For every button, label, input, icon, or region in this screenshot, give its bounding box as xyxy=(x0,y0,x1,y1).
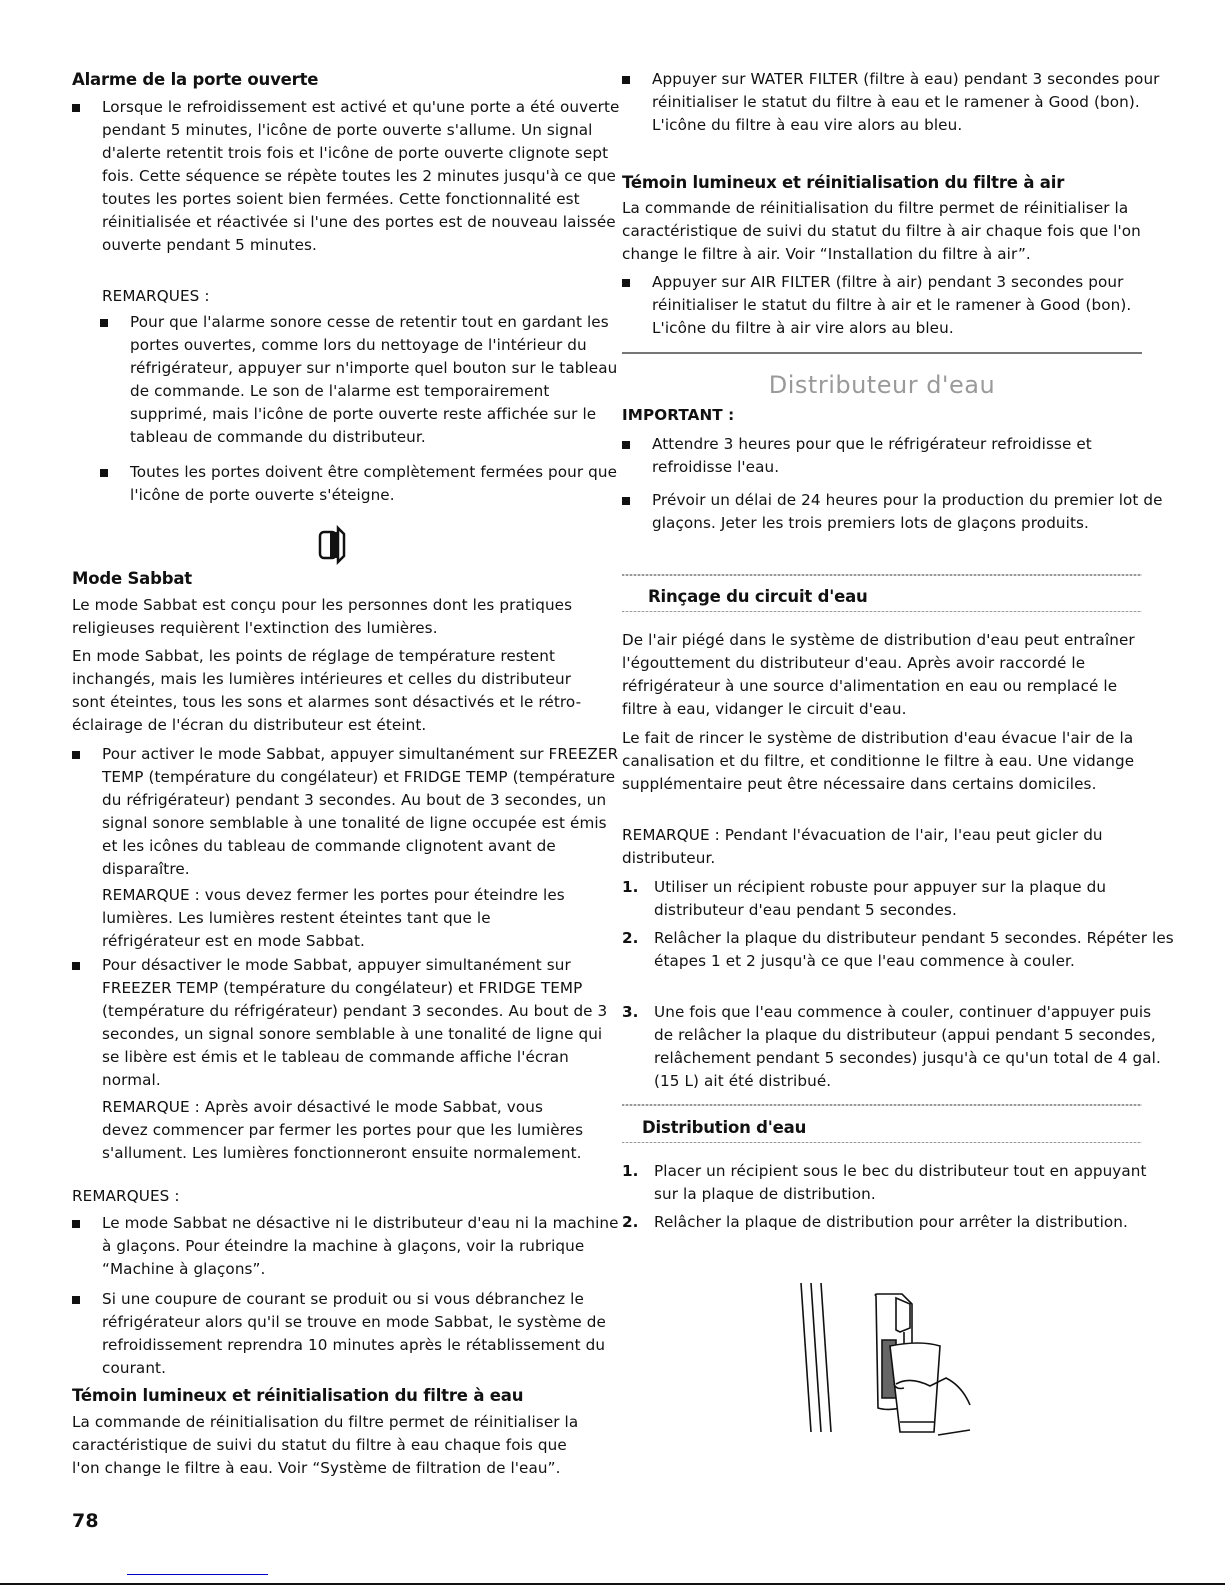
door-alarm-note: Pour que l'alarme sonore cesse de retentir tout en gardant les portes ouvertes, comme lors du nettoyage de l'intérieur du réfrigérateur, appuyer sur n'importe quel bouton sur le tableau de commande. Le son de l'alarme est temporairement supprimé, mais l'icône de porte ouverte reste affichée sur le tableau de commande du distributeur. xyxy=(100,311,622,449)
step-number: 1. xyxy=(622,878,639,896)
sabbath-activate-note: REMARQUE : vous devez fermer les portes pour éteindre les lumières. Les lumières restent éteintes tant que le réfrigérateur est en mode Sabbat. xyxy=(102,886,565,950)
step-number: 1. xyxy=(622,1162,639,1180)
sabbath-intro: Le mode Sabbat est conçu pour les personnes dont les pratiques religieuses requièrent l'extinction des lumières. xyxy=(72,596,573,637)
step-number: 3. xyxy=(622,1003,639,1021)
note-text: Pendant l'évacuation de l'air, l'eau peut gicler du distributeur. xyxy=(622,826,1103,867)
rinse-note xyxy=(622,824,1142,870)
important-label: IMPORTANT : xyxy=(622,406,735,424)
sabbath-remarques-label: REMARQUES : xyxy=(72,1187,180,1205)
step-text: Relâcher la plaque de distribution pour arrêter la distribution. xyxy=(654,1213,1128,1231)
door-open-icon xyxy=(316,524,352,566)
sabbath-note: Si une coupure de courant se produit ou si vous débranchez le réfrigérateur alors qu'il se trouve en mode Sabbat, le système de refroidissement reprendra 10 minutes après le rétablissement du courant. xyxy=(72,1288,622,1380)
rinse-step xyxy=(622,876,1174,922)
sabbath-activate-bullet: Pour activer le mode Sabbat, appuyer simultanément sur FREEZER TEMP (température du congélateur) et FRIDGE TEMP (température du réfrigérateur) pendant 3 secondes. Au bout de 3 secondes, un signal sonore semblable à une tonalité de ligne occupée est émis et les icônes du tableau de commande clignotent avant de disparaître. xyxy=(72,743,622,881)
air-filter-reset-bullet: Appuyer sur AIR FILTER (filtre à air) pendant 3 secondes pour réinitialiser le statut du filtre à air et le ramener à Good (bon). L'icône du filtre à air vire alors au bleu. xyxy=(622,271,1172,340)
dispensing-step xyxy=(622,1211,1174,1234)
sabbath-deactivate-note: REMARQUE : Après avoir désactivé le mode Sabbat, vous devez commencer par fermer les portes pour que les lumières s'allument. Les lumières fonctionneront ensuite normalement. xyxy=(102,1098,584,1162)
step-text: Relâcher la plaque du distributeur pendant 5 secondes. Répéter les étapes 1 et 2 jusqu'à ce que l'eau commence à couler. xyxy=(654,929,1174,970)
water-dispenser-illustration xyxy=(770,1260,990,1440)
rinse-heading: Rinçage du circuit d'eau xyxy=(648,587,868,606)
water-filter-reset-bullet: Appuyer sur WATER FILTER (filtre à eau) pendant 3 secondes pour réinitialiser le statut du filtre à eau et le ramener à Good (bon). L'icône du filtre à eau vire alors au bleu. xyxy=(622,68,1172,137)
dotted-rule xyxy=(622,611,1142,612)
air-filter-heading: Témoin lumineux et réinitialisation du filtre à air xyxy=(622,173,1065,192)
dispensing-heading: Distribution d'eau xyxy=(642,1118,807,1137)
water-filter-heading: Témoin lumineux et réinitialisation du filtre à eau xyxy=(72,1386,524,1405)
step-number: 2. xyxy=(622,1213,639,1231)
dotted-rule xyxy=(622,1104,1142,1106)
page-number: 78 xyxy=(72,1510,99,1532)
water-filter-paragraph: La commande de réinitialisation du filtre permet de réinitialiser la caractéristique de suivi du statut du filtre à eau chaque fois que l'on change le filtre à eau. Voir “Système de filtration de l'eau”. xyxy=(72,1413,579,1477)
step-text: Une fois que l'eau commence à couler, continuer d'appuyer puis de relâcher la plaque du distributeur (appui pendant 5 secondes, relâchement pendant 5 secondes) jusqu'à ce qu'un total de 4 gal. (15 L) ait été distribué. xyxy=(654,1003,1161,1090)
rinse-paragraph: Le fait de rincer le système de distribution d'eau évacue l'air de la canalisation et du filtre, et conditionne le filtre à eau. Une vidange supplémentaire peut être nécessaire dans certains domiciles. xyxy=(622,729,1135,793)
sabbath-heading: Mode Sabbat xyxy=(72,569,192,588)
step-text: Utiliser un récipient robuste pour appuyer sur la plaque du distributeur d'eau pendant 5 secondes. xyxy=(654,878,1107,919)
dispensing-step xyxy=(622,1160,1174,1206)
door-alarm-bullet: Lorsque le refroidissement est activé et qu'une porte a été ouverte pendant 5 minutes, l'icône de porte ouverte s'allume. Un signal d'alerte retentit trois fois et l'icône de porte ouverte clignote sept fois. Cette séquence se répète toutes les 2 minutes jusqu'à ce que toutes les portes soient bien fermées. Cette fonctionnalité est réinitialisée et réactivée si l'une des portes est de nouveau laissée ouverte pendant 5 minutes. xyxy=(72,96,622,257)
dispenser-title: Distributeur d'eau xyxy=(768,371,996,399)
link-underline[interactable] xyxy=(127,1574,268,1575)
rinse-paragraph: De l'air piégé dans le système de distribution d'eau peut entraîner l'égouttement du distributeur d'eau. Après avoir raccordé le réfrigérateur à une source d'alimentation en eau ou remplacé le filtre à eau, vidanger le circuit d'eau. xyxy=(622,631,1135,718)
rinse-step xyxy=(622,927,1174,973)
dotted-rule xyxy=(622,1142,1142,1143)
sabbath-description: En mode Sabbat, les points de réglage de température restent inchangés, mais les lumières intérieures et celles du distributeur sont éteintes, tous les sons et alarmes sont désactivés et le rétro-éclairage de l'écran du distributeur est éteint. xyxy=(72,647,582,734)
section-divider xyxy=(622,352,1142,354)
note-label: REMARQUE : xyxy=(622,826,720,844)
step-text: Placer un récipient sous le bec du distributeur tout en appuyant sur la plaque de distribution. xyxy=(654,1162,1147,1203)
door-alarm-note: Toutes les portes doivent être complètement fermées pour que l'icône de porte ouverte s'éteigne. xyxy=(100,461,622,507)
remarques-label: REMARQUES : xyxy=(102,287,210,305)
door-alarm-heading: Alarme de la porte ouverte xyxy=(72,70,319,89)
important-item: Attendre 3 heures pour que le réfrigérateur refroidisse et refroidisse l'eau. xyxy=(622,433,1172,479)
dotted-rule xyxy=(622,574,1142,576)
important-item: Prévoir un délai de 24 heures pour la production du premier lot de glaçons. Jeter les trois premiers lots de glaçons produits. xyxy=(622,489,1172,535)
step-number: 2. xyxy=(622,929,639,947)
sabbath-deactivate-bullet: Pour désactiver le mode Sabbat, appuyer simultanément sur FREEZER TEMP (température du congélateur) et FRIDGE TEMP (température du réfrigérateur) pendant 3 secondes. Au bout de 3 secondes, un signal sonore semblable à une tonalité de ligne qui se libère est émis et le tableau de commande affiche l'écran normal. xyxy=(72,954,622,1092)
air-filter-paragraph: La commande de réinitialisation du filtre permet de réinitialiser la caractéristique de suivi du statut du filtre à air chaque fois que l'on change le filtre à air. Voir “Installation du filtre à air”. xyxy=(622,199,1141,263)
rinse-step xyxy=(622,1001,1174,1093)
sabbath-note: Le mode Sabbat ne désactive ni le distributeur d'eau ni la machine à glaçons. Pour éteindre la machine à glaçons, voir la rubrique “Machine à glaçons”. xyxy=(72,1212,622,1281)
